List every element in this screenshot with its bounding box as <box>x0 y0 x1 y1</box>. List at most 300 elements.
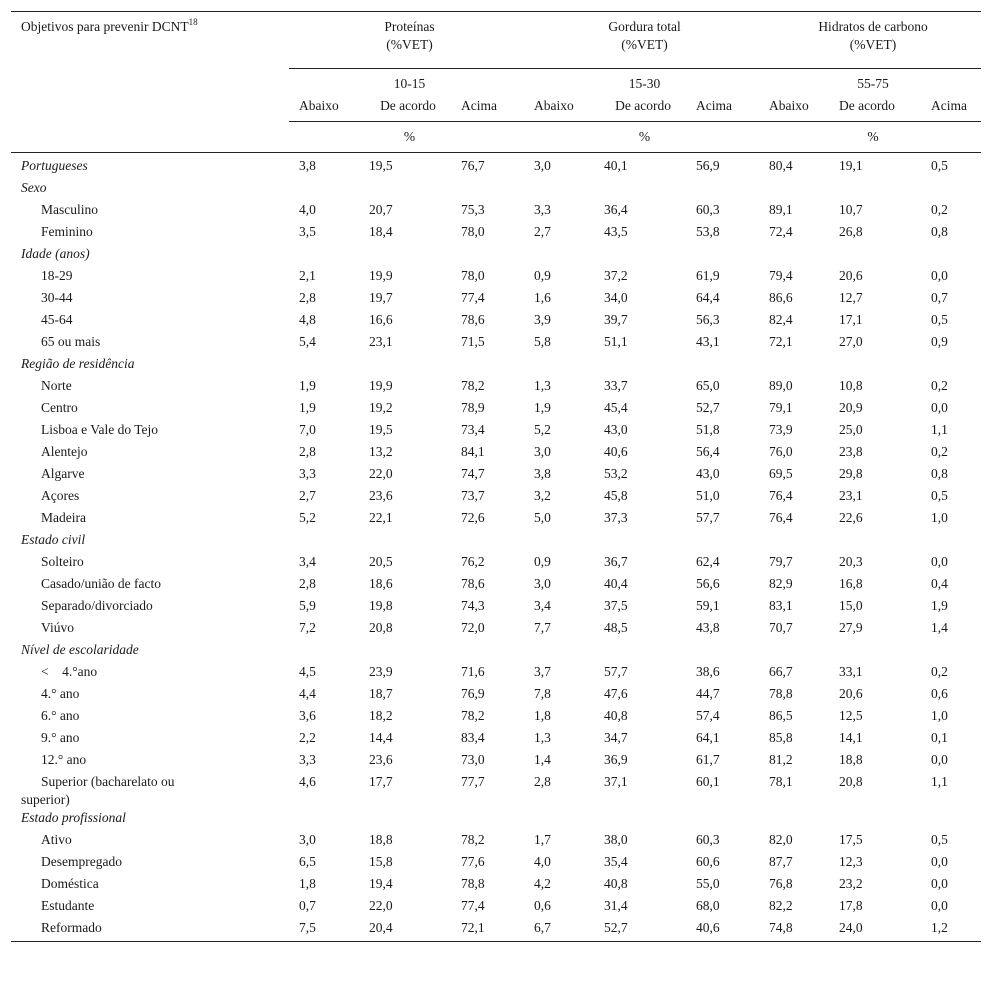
value-cell: 23,9 <box>369 664 393 679</box>
row-label-line1: Superior (bacharelato ou <box>41 774 175 789</box>
value-cell: 7,2 <box>299 620 316 635</box>
subcol-header: Abaixo <box>759 97 829 122</box>
value-cell: 56,6 <box>696 576 720 591</box>
value-cell: 89,1 <box>769 202 793 217</box>
value-cell: 72,1 <box>461 920 485 935</box>
group-label: Estado civil <box>21 532 86 547</box>
value-cell: 37,5 <box>604 598 628 613</box>
value-cell: 78,2 <box>461 832 485 847</box>
value-cell: 3,3 <box>299 752 316 767</box>
row-label: Reformado <box>41 920 102 935</box>
value-cell: 78,0 <box>461 268 485 283</box>
table-body <box>11 153 981 942</box>
row-label: 9.° ano <box>41 730 80 745</box>
value-cell: 3,0 <box>534 158 551 173</box>
group-row <box>11 809 981 831</box>
value-cell: 20,4 <box>369 920 393 935</box>
table-row <box>11 443 981 465</box>
table-row <box>11 751 981 773</box>
value-cell: 78,2 <box>461 378 485 393</box>
table-row <box>11 399 981 421</box>
group-row <box>11 245 981 267</box>
value-cell: 15,8 <box>369 854 393 869</box>
value-cell: 26,8 <box>839 224 863 239</box>
value-cell: 37,2 <box>604 268 628 283</box>
row-label: 30-44 <box>41 290 73 305</box>
value-cell: 23,2 <box>839 876 863 891</box>
table-row <box>11 897 981 919</box>
value-cell: 53,8 <box>696 224 720 239</box>
row-label: Ativo <box>41 832 72 847</box>
value-cell: 1,4 <box>931 620 948 635</box>
table-row <box>11 619 981 641</box>
table-row <box>11 831 981 853</box>
group-row <box>11 179 981 201</box>
value-cell: 20,6 <box>839 268 863 283</box>
value-cell: 3,9 <box>534 312 551 327</box>
table-row <box>11 853 981 875</box>
value-cell: 51,8 <box>696 422 720 437</box>
value-cell: 15,0 <box>839 598 863 613</box>
value-cell: 12,5 <box>839 708 863 723</box>
value-cell: 3,8 <box>299 158 316 173</box>
row-label: < 4.°ano <box>41 664 98 679</box>
value-cell: 43,8 <box>696 620 720 635</box>
value-cell: 22,0 <box>369 466 393 481</box>
value-cell: 60,6 <box>696 854 720 869</box>
value-cell: 60,1 <box>696 774 720 789</box>
value-cell: 69,5 <box>769 466 793 481</box>
table-row <box>11 663 981 685</box>
value-cell: 68,0 <box>696 898 720 913</box>
value-cell: 3,4 <box>299 554 316 569</box>
row-label: Centro <box>41 400 78 415</box>
value-cell: 36,4 <box>604 202 628 217</box>
value-cell: 4,5 <box>299 664 316 679</box>
value-cell: 56,9 <box>696 158 720 173</box>
value-cell: 23,1 <box>839 488 863 503</box>
row-label: Alentejo <box>41 444 88 459</box>
group-label: Nível de escolaridade <box>21 642 139 657</box>
value-cell: 3,2 <box>534 488 551 503</box>
value-cell: 86,5 <box>769 708 793 723</box>
table-row <box>11 685 981 707</box>
value-cell: 3,8 <box>534 466 551 481</box>
value-cell: 85,8 <box>769 730 793 745</box>
value-cell: 0,0 <box>931 898 948 913</box>
value-cell: 0,9 <box>931 334 948 349</box>
value-cell: 17,8 <box>839 898 863 913</box>
value-cell: 18,6 <box>369 576 393 591</box>
value-cell: 86,6 <box>769 290 793 305</box>
value-cell: 0,0 <box>931 854 948 869</box>
value-cell: 18,7 <box>369 686 393 701</box>
table-row <box>11 919 981 942</box>
value-cell: 57,7 <box>696 510 720 525</box>
value-cell: 3,3 <box>534 202 551 217</box>
group-row <box>11 355 981 377</box>
value-cell: 73,4 <box>461 422 485 437</box>
header-row-groups <box>11 12 981 69</box>
value-cell: 45,8 <box>604 488 628 503</box>
value-cell: 1,1 <box>931 774 948 789</box>
value-cell: 20,6 <box>839 686 863 701</box>
value-cell: 0,6 <box>534 898 551 913</box>
subcol-header: Acima <box>451 97 524 122</box>
value-cell: 1,4 <box>534 752 551 767</box>
row-label: Masculino <box>41 202 98 217</box>
value-cell: 79,7 <box>769 554 793 569</box>
group-name: Hidratos de carbono <box>818 19 928 34</box>
value-cell: 60,3 <box>696 832 720 847</box>
value-cell: 39,7 <box>604 312 628 327</box>
value-cell: 0,1 <box>931 730 948 745</box>
value-cell: 36,9 <box>604 752 628 767</box>
row-label: Doméstica <box>41 876 99 891</box>
value-cell: 0,5 <box>931 832 948 847</box>
value-cell: 37,1 <box>604 774 628 789</box>
value-cell: 74,7 <box>461 466 485 481</box>
value-cell: 7,8 <box>534 686 551 701</box>
value-cell: 73,9 <box>769 422 793 437</box>
table-row <box>11 875 981 897</box>
value-cell: 79,1 <box>769 400 793 415</box>
table-row <box>11 153 981 180</box>
value-cell: 1,2 <box>931 920 948 935</box>
value-cell: 34,7 <box>604 730 628 745</box>
value-cell: 40,6 <box>604 444 628 459</box>
value-cell: 3,5 <box>299 224 316 239</box>
value-cell: 76,8 <box>769 876 793 891</box>
value-cell: 72,0 <box>461 620 485 635</box>
value-cell: 16,8 <box>839 576 863 591</box>
value-cell: 34,0 <box>604 290 628 305</box>
row-label-line2: superior) <box>21 792 70 807</box>
value-cell: 74,3 <box>461 598 485 613</box>
subcol-header: Acima <box>686 97 759 122</box>
value-cell: 23,6 <box>369 752 393 767</box>
value-cell: 6,5 <box>299 854 316 869</box>
value-cell: 81,2 <box>769 752 793 767</box>
value-cell: 2,8 <box>299 290 316 305</box>
value-cell: 78,8 <box>461 876 485 891</box>
table-row <box>11 311 981 333</box>
value-cell: 61,7 <box>696 752 720 767</box>
group-row <box>11 641 981 663</box>
value-cell: 78,2 <box>461 708 485 723</box>
row-label: 18-29 <box>41 268 73 283</box>
row-label <box>11 773 289 809</box>
value-cell: 76,9 <box>461 686 485 701</box>
value-cell: 19,5 <box>369 158 393 173</box>
percent-carbs: % <box>759 122 981 153</box>
value-cell: 57,4 <box>696 708 720 723</box>
value-cell: 37,3 <box>604 510 628 525</box>
value-cell: 80,4 <box>769 158 793 173</box>
row-label: Casado/união de facto <box>41 576 161 591</box>
value-cell: 5,2 <box>299 510 316 525</box>
value-cell: 0,9 <box>534 554 551 569</box>
group-unit: (%VET) <box>849 37 897 52</box>
value-cell: 33,7 <box>604 378 628 393</box>
value-cell: 23,6 <box>369 488 393 503</box>
value-cell: 47,6 <box>604 686 628 701</box>
value-cell: 4,0 <box>299 202 316 217</box>
value-cell: 22,0 <box>369 898 393 913</box>
value-cell: 57,7 <box>604 664 628 679</box>
value-cell: 3,4 <box>534 598 551 613</box>
row-label: 45-64 <box>41 312 73 327</box>
value-cell: 3,0 <box>534 576 551 591</box>
value-cell: 1,8 <box>299 876 316 891</box>
value-cell: 19,2 <box>369 400 393 415</box>
value-cell: 51,0 <box>696 488 720 503</box>
value-cell: 43,0 <box>696 466 720 481</box>
value-cell: 72,1 <box>769 334 793 349</box>
value-cell: 19,9 <box>369 268 393 283</box>
value-cell: 3,0 <box>299 832 316 847</box>
value-cell: 53,2 <box>604 466 628 481</box>
value-cell: 52,7 <box>604 920 628 935</box>
row-label: 4.° ano <box>41 686 80 701</box>
value-cell: 4,4 <box>299 686 316 701</box>
value-cell: 33,1 <box>839 664 863 679</box>
value-cell: 43,1 <box>696 334 720 349</box>
table-row <box>11 421 981 443</box>
table-row <box>11 267 981 289</box>
value-cell: 0,5 <box>931 488 948 503</box>
value-cell: 4,8 <box>299 312 316 327</box>
row-label: Solteiro <box>41 554 84 569</box>
value-cell: 7,5 <box>299 920 316 935</box>
percent-fat: % <box>524 122 759 153</box>
value-cell: 0,7 <box>931 290 948 305</box>
value-cell: 17,5 <box>839 832 863 847</box>
value-cell: 1,3 <box>534 730 551 745</box>
table-row <box>11 465 981 487</box>
group-unit: (%VET) <box>386 37 433 52</box>
value-cell: 20,3 <box>839 554 863 569</box>
table-row <box>11 553 981 575</box>
value-cell: 0,4 <box>931 576 948 591</box>
row-label: Viúvo <box>41 620 74 635</box>
value-cell: 64,4 <box>696 290 720 305</box>
row-label: Lisboa e Vale do Tejo <box>41 422 159 437</box>
value-cell: 0,0 <box>931 554 948 569</box>
row-label: Madeira <box>41 510 86 525</box>
value-cell: 6,7 <box>534 920 551 935</box>
value-cell: 20,7 <box>369 202 393 217</box>
value-cell: 19,1 <box>839 158 863 173</box>
value-cell: 71,5 <box>461 334 485 349</box>
range-proteins: 10-15 <box>393 76 426 91</box>
value-cell: 10,7 <box>839 202 863 217</box>
value-cell: 1,0 <box>931 510 948 525</box>
value-cell: 82,4 <box>769 312 793 327</box>
value-cell: 2,8 <box>299 444 316 459</box>
value-cell: 17,7 <box>369 774 393 789</box>
value-cell: 0,8 <box>931 224 948 239</box>
value-cell: 1,7 <box>534 832 551 847</box>
value-cell: 1,9 <box>299 400 316 415</box>
row-label: Portugueses <box>21 158 88 173</box>
value-cell: 76,4 <box>769 488 793 503</box>
value-cell: 5,4 <box>299 334 316 349</box>
value-cell: 0,2 <box>931 378 948 393</box>
value-cell: 2,7 <box>299 488 316 503</box>
value-cell: 72,4 <box>769 224 793 239</box>
value-cell: 70,7 <box>769 620 793 635</box>
value-cell: 29,8 <box>839 466 863 481</box>
value-cell: 20,8 <box>839 774 863 789</box>
value-cell: 16,6 <box>369 312 393 327</box>
group-label: Região de residência <box>21 356 135 371</box>
value-cell: 65,0 <box>696 378 720 393</box>
subcol-header: Acima <box>921 97 981 122</box>
subcol-header: De acordo <box>829 97 921 122</box>
value-cell: 75,3 <box>461 202 485 217</box>
value-cell: 0,0 <box>931 876 948 891</box>
value-cell: 76,2 <box>461 554 485 569</box>
table-row <box>11 201 981 223</box>
value-cell: 82,0 <box>769 832 793 847</box>
value-cell: 40,6 <box>696 920 720 935</box>
row-label: Separado/divorciado <box>41 598 153 613</box>
value-cell: 27,9 <box>839 620 863 635</box>
objective-label: Objetivos para prevenir DCNT <box>21 19 189 34</box>
value-cell: 20,9 <box>839 400 863 415</box>
value-cell: 2,1 <box>299 268 316 283</box>
group-label: Idade (anos) <box>21 246 90 261</box>
value-cell: 20,8 <box>369 620 393 635</box>
value-cell: 4,2 <box>534 876 551 891</box>
value-cell: 3,6 <box>299 708 316 723</box>
table-row <box>11 597 981 619</box>
table-row <box>11 707 981 729</box>
value-cell: 62,4 <box>696 554 720 569</box>
value-cell: 43,0 <box>604 422 628 437</box>
value-cell: 40,8 <box>604 876 628 891</box>
row-label: Feminino <box>41 224 93 239</box>
group-header-fat <box>524 12 759 69</box>
row-label: 65 ou mais <box>41 334 101 349</box>
table-row <box>11 729 981 751</box>
table-row <box>11 773 981 809</box>
value-cell: 18,8 <box>839 752 863 767</box>
value-cell: 19,5 <box>369 422 393 437</box>
value-cell: 4,0 <box>534 854 551 869</box>
value-cell: 60,3 <box>696 202 720 217</box>
value-cell: 5,0 <box>534 510 551 525</box>
value-cell: 2,2 <box>299 730 316 745</box>
group-name: Proteínas <box>384 19 435 34</box>
value-cell: 14,4 <box>369 730 393 745</box>
value-cell: 19,4 <box>369 876 393 891</box>
value-cell: 76,4 <box>769 510 793 525</box>
value-cell: 78,6 <box>461 576 485 591</box>
group-row <box>11 531 981 553</box>
value-cell: 2,8 <box>299 576 316 591</box>
value-cell: 73,7 <box>461 488 485 503</box>
value-cell: 23,8 <box>839 444 863 459</box>
value-cell: 0,5 <box>931 312 948 327</box>
value-cell: 5,2 <box>534 422 551 437</box>
value-cell: 35,4 <box>604 854 628 869</box>
value-cell: 59,1 <box>696 598 720 613</box>
value-cell: 36,7 <box>604 554 628 569</box>
value-cell: 1,9 <box>299 378 316 393</box>
table-row <box>11 509 981 531</box>
value-cell: 12,7 <box>839 290 863 305</box>
value-cell: 0,9 <box>534 268 551 283</box>
value-cell: 1,8 <box>534 708 551 723</box>
value-cell: 52,7 <box>696 400 720 415</box>
value-cell: 1,9 <box>534 400 551 415</box>
value-cell: 3,3 <box>299 466 316 481</box>
table-row <box>11 333 981 355</box>
value-cell: 78,1 <box>769 774 793 789</box>
objective-header <box>11 12 289 153</box>
table-row <box>11 289 981 311</box>
value-cell: 1,6 <box>534 290 551 305</box>
table-row <box>11 377 981 399</box>
row-label: Algarve <box>41 466 85 481</box>
value-cell: 82,9 <box>769 576 793 591</box>
subcol-header: Abaixo <box>289 97 359 122</box>
value-cell: 0,2 <box>931 202 948 217</box>
value-cell: 0,8 <box>931 466 948 481</box>
table-row <box>11 223 981 245</box>
value-cell: 55,0 <box>696 876 720 891</box>
value-cell: 45,4 <box>604 400 628 415</box>
value-cell: 84,1 <box>461 444 485 459</box>
value-cell: 72,6 <box>461 510 485 525</box>
value-cell: 73,0 <box>461 752 485 767</box>
value-cell: 19,7 <box>369 290 393 305</box>
value-cell: 0,7 <box>299 898 316 913</box>
value-cell: 0,6 <box>931 686 948 701</box>
value-cell: 87,7 <box>769 854 793 869</box>
value-cell: 82,2 <box>769 898 793 913</box>
value-cell: 66,7 <box>769 664 793 679</box>
value-cell: 19,8 <box>369 598 393 613</box>
row-label: Desempregado <box>41 854 122 869</box>
value-cell: 40,1 <box>604 158 628 173</box>
value-cell: 78,9 <box>461 400 485 415</box>
value-cell: 7,0 <box>299 422 316 437</box>
row-label: Norte <box>41 378 72 393</box>
range-fat: 15-30 <box>628 76 661 91</box>
value-cell: 0,0 <box>931 400 948 415</box>
value-cell: 5,8 <box>534 334 551 349</box>
value-cell: 0,0 <box>931 752 948 767</box>
group-header-proteins <box>289 12 524 69</box>
value-cell: 77,6 <box>461 854 485 869</box>
value-cell: 23,1 <box>369 334 393 349</box>
value-cell: 1,0 <box>931 708 948 723</box>
row-label: Açores <box>41 488 80 503</box>
value-cell: 7,7 <box>534 620 551 635</box>
value-cell: 3,7 <box>534 664 551 679</box>
value-cell: 44,7 <box>696 686 720 701</box>
value-cell: 71,6 <box>461 664 485 679</box>
value-cell: 78,0 <box>461 224 485 239</box>
value-cell: 1,9 <box>931 598 948 613</box>
table-container <box>11 11 981 942</box>
value-cell: 40,4 <box>604 576 628 591</box>
value-cell: 83,1 <box>769 598 793 613</box>
value-cell: 31,4 <box>604 898 628 913</box>
